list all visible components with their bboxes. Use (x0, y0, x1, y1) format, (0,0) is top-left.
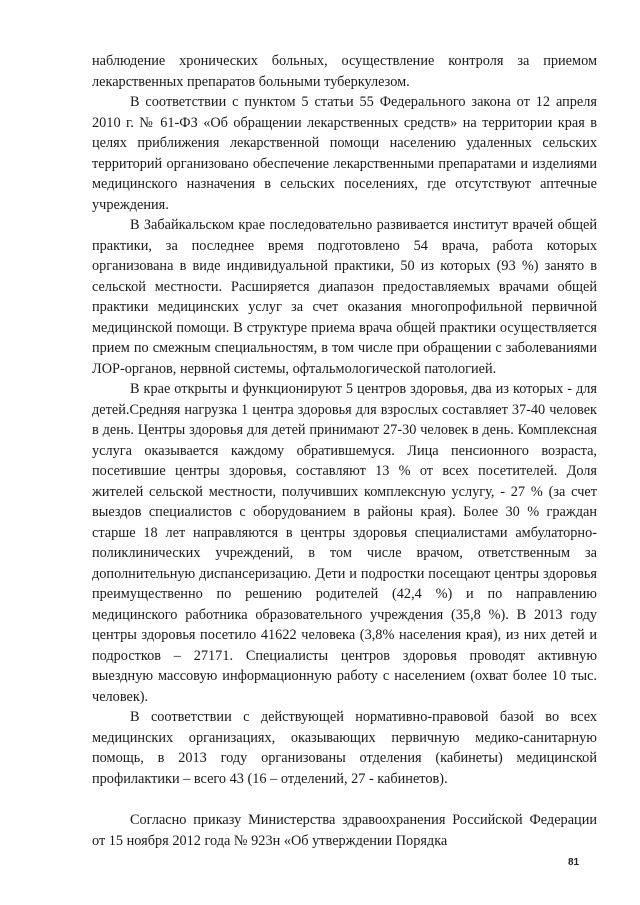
page-number: 81 (568, 857, 580, 868)
paragraph-continuation: наблюдение хронических больных, осуществление контроля за приемом лекарственных препаратов больными туберкулезом. (92, 53, 597, 90)
paragraph-general-practice: В Забайкальском крае последовательно развивается институт врачей общей практики, за последнее время подготовлено 54 врача, работа которых организована в виде индивидуальной практики, 50 из которых (93 %) занято в сельской местности. Расширяется диапазон предоставляемых врачами общей практики медицинских услуг за счет оказания многопрофильной первичной медицинской помощи. В структуре приема врача общей практики осуществляется прием по смежным специальностям, в том числе при обращении с заболеваниями ЛОР-органов, нервной системы, офтальмологической патологией. (92, 217, 597, 377)
paragraph-drug-supply: В соответствии с пунктом 5 статьи 55 Федерального закона от 12 апреля 2010 г. № 61-ФЗ «Об обращении лекарственных средств» на территории края в целях приближения лекарственной помощи населению удаленных сельских территорий организовано обеспечение лекарственными препаратами и изделиями медицинского назначения в сельских поселениях, где отсутствуют аптечные учреждения. (92, 94, 597, 213)
body-text (92, 51, 597, 851)
paragraph-prevention-units: В соответствии с действующей нормативно-правовой базой во всех медицинских организациях, оказывающих первичную медико-санитарную помощь, в 2013 году организованы отделения (кабинеты) медицинской профилактики – всего 43 (16 – отделений, 27 - кабинетов). (92, 709, 597, 787)
paragraph-ministry-order: Согласно приказу Министерства здравоохранения Российской Федерации от 15 ноября 2012 года № 923н «Об утверждении Порядка (92, 812, 597, 849)
paragraph-health-centers: В крае открыты и функционируют 5 центров здоровья, два из которых - для детей.Средняя нагрузка 1 центра здоровья для взрослых составляет 37-40 человек в день. Центры здоровья для детей принимают 27-30 человек в день. Комплексная услуга оказывается каждому обратившемуся. Лица пенсионного возраста, посетившие центры здоровья, составляют 13 % от всех посетителей. Доля жителей сельской местности, получивших комплексную услугу, - 27 % (за счет выездов специалистов с оборудованием в районы края). Более 30 % граждан старше 18 лет направляются в центры здоровья специалистами амбулаторно-поликлинических учреждений, в том числе врачом, ответственным за дополнительную диспансеризацию. Дети и подростки посещают центры здоровья преимущественно по решению родителей (42,4 %) и по направлению медицинского работника образовательного учреждения (35,8 %). В 2013 году центры здоровья посетило 41622 человека (3,8% населения края), из них детей и подростков – 27171. Специалисты центров здоровья проводят активную выездную массовую информационную работу с населением (охват более 10 тыс. человек). (92, 381, 597, 705)
